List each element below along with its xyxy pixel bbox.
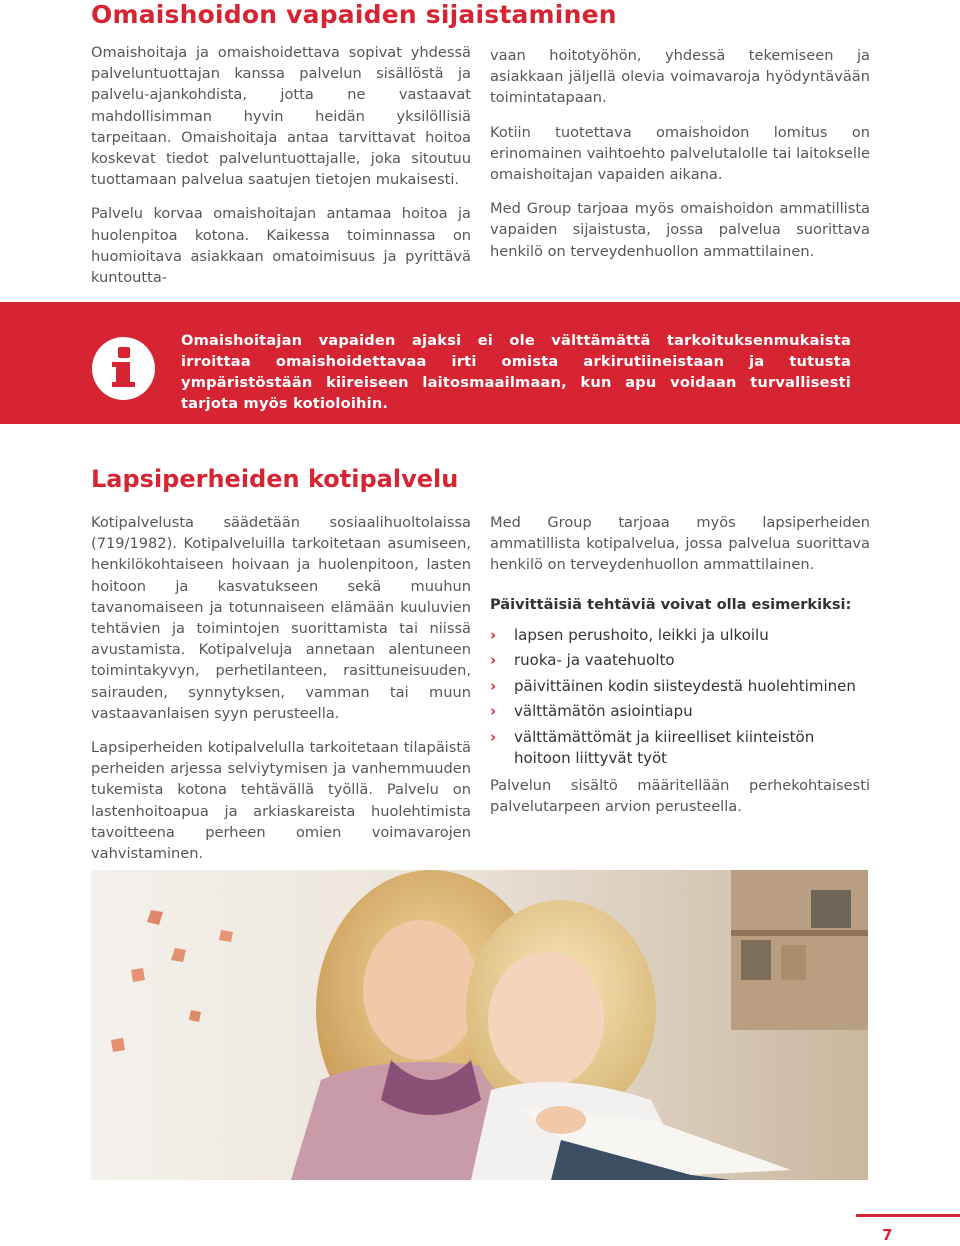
section2-right-column xyxy=(490,512,870,830)
paragraph: Omaishoitaja ja omaishoidettava sopivat yhdessä palveluntuottajan kanssa palvelun sisällöstä ja palvelu-ajankohdista, jotta ne vastaavat mahdollisimman hyvin heidän yksilöllisiä tarpeitaan. Omaishoitaja antaa tarvittavat hoitoa koskevat tiedot palveluntuottajalle, joka sitoutuu tuottamaan palvelua saatujen tietojen mukaisesti. xyxy=(91,44,471,189)
paragraph: Palvelu korvaa omaishoitajan antamaa hoitoa ja huolenpitoa kotona. Kaikessa toiminnassa on huomioitava asiakkaan omatoimisuus ja pyrittävä kuntoutta- xyxy=(91,205,471,287)
task-list xyxy=(490,625,870,769)
chevron-right-icon: › xyxy=(490,676,497,695)
paragraph: Med Group tarjoaa myös lapsiperheiden ammatillista kotipalvelua, jossa palvelua suorittava henkilö on terveydenhuollon ammattilainen. xyxy=(490,514,870,574)
section2-left-column xyxy=(91,512,471,877)
paragraph: Kotipalvelusta säädetään sosiaalihuoltolaissa (719/1982). Kotipalveluilla tarkoitetaan asumiseen, henkilökohtaiseen hoivaan ja huolenpitoon, lasten hoitoon ja kasvatukseen sekä muuhun tavanomaiseen ja totunnaiseen elämään kuuluvien tehtävien ja toimintojen suorittamista tai niissä avustamista. Kotipalveluja annetaan alentuneen toimintakyvyn, perhetilanteen, rasittuneisuuden, sairauden, synnytyksen, vamman tai muun vastaavanlaisen syyn perusteella. xyxy=(91,514,471,722)
section-title: Omaishoidon vapaiden sijaistaminen xyxy=(91,0,617,29)
page-number: 7 xyxy=(882,1226,893,1244)
section1-right-column xyxy=(490,45,870,275)
info-banner-text: Omaishoitajan vapaiden ajaksi ei ole välttämättä tarkoituksenmukaista irroittaa omaishoidettavaa irti omista arkirutiineistaan ja tutusta ympäristöstään kiireiseen laitosmaailmaan, kun apu voidaan turvallisesti tarjota myös kotioloihin. xyxy=(181,332,851,412)
footer-accent-line xyxy=(856,1214,960,1217)
paragraph: Palvelun sisältö määritellään perhekohtaisesti palvelutarpeen arvion perusteella. xyxy=(490,776,870,816)
list-item-text: välttämätön asiointiapu xyxy=(514,702,693,721)
section-title: Lapsiperheiden kotipalvelu xyxy=(91,465,459,493)
list-item-text: välttämättömät ja kiireelliset kiinteistön hoitoon liittyvät työt xyxy=(514,727,815,767)
chevron-right-icon: › xyxy=(490,702,497,721)
list-item-text: ruoka- ja vaatehuolto xyxy=(514,651,675,670)
list-item xyxy=(490,727,870,769)
chevron-right-icon: › xyxy=(490,625,497,644)
chevron-right-icon: › xyxy=(490,651,497,670)
mother-child-reading-photo xyxy=(91,870,868,1180)
list-item xyxy=(490,676,870,697)
paragraph: Kotiin tuotettava omaishoidon lomitus on erinomainen vaihtoehto palvelutalolle tai laitokselle omaishoitajan vapaiden aikana. xyxy=(490,123,870,184)
info-icon xyxy=(92,337,155,400)
chevron-right-icon: › xyxy=(490,727,497,746)
list-title: Päivittäisiä tehtäviä voivat olla esimerkiksi: xyxy=(490,595,852,613)
list-item-text: lapsen perushoito, leikki ja ulkoilu xyxy=(514,625,769,644)
paragraph: vaan hoitotyöhön, yhdessä tekemiseen ja asiakkaan jäljellä olevia voimavaroja hyödyntävään toimintatapaan. xyxy=(490,47,870,107)
list-item xyxy=(490,625,870,646)
paragraph: Lapsiperheiden kotipalvelulla tarkoitetaan tilapäistä perheiden arjessa selviytymisen ja vanhemmuuden tukemista kotona tehtävällä työllä. Palvelu on lastenhoitoapua ja arkiaskareista huolehtimista tavoitteena perheen omien voimavarojen vahvistaminen. xyxy=(91,739,471,863)
section1-left-column xyxy=(91,42,471,301)
list-item-text: päivittäinen kodin siisteydestä huolehtiminen xyxy=(514,676,856,695)
list-item xyxy=(490,650,870,671)
list-item xyxy=(490,701,870,722)
paragraph: Med Group tarjoaa myös omaishoidon ammatillista vapaiden sijaistusta, jossa palvelua suorittava henkilö on terveydenhuollon ammattilainen. xyxy=(490,200,870,260)
